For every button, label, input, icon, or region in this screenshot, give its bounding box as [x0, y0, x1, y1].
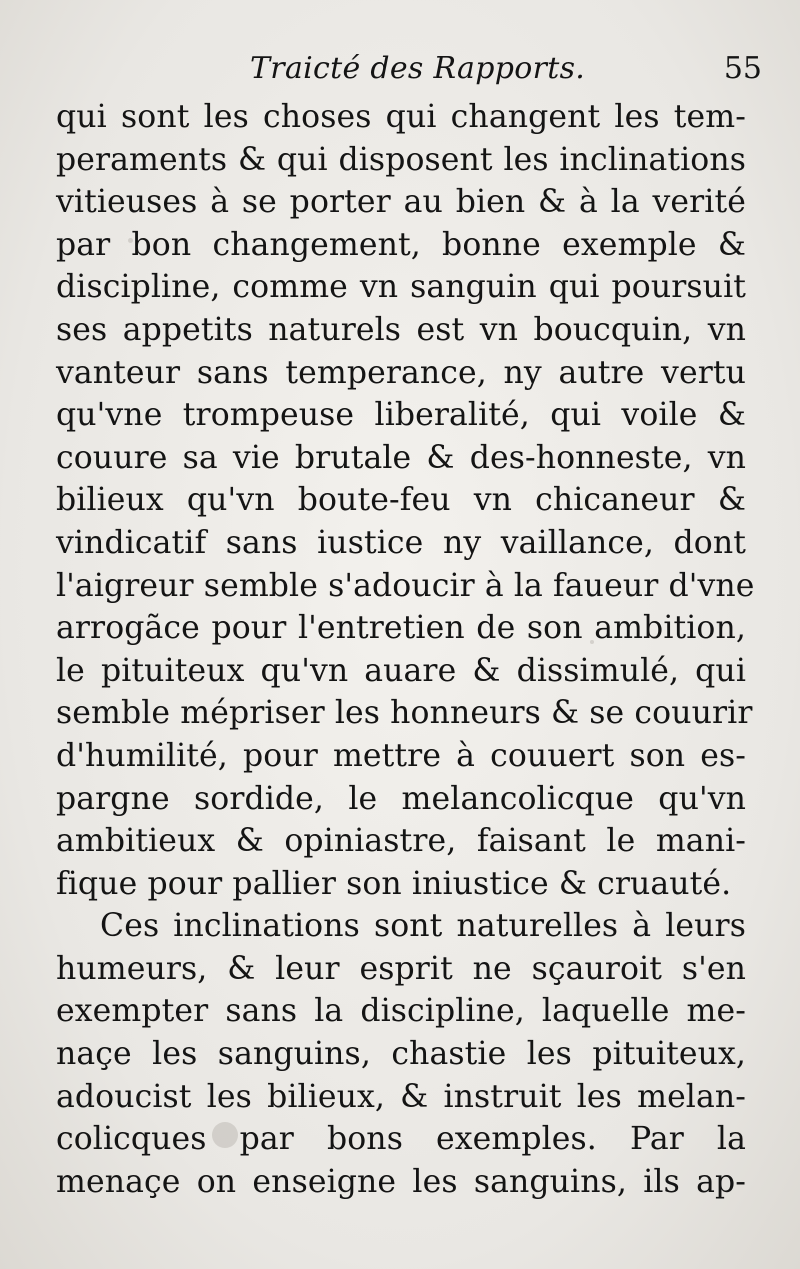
text-line: vindicatif sans iustice ny vaillance, dont: [56, 524, 746, 561]
text-line: menaçe on enseigne les sanguins, ils ap-: [56, 1163, 746, 1200]
text-line: qui sont les choses qui changent les tem-: [56, 99, 746, 135]
text-line: arrogãce pour l'entretien de son ambition,: [56, 610, 746, 647]
text-line: par bon changement, bonne exemple &: [56, 226, 746, 263]
text-line: humeurs, & leur esprit ne sçauroit s'en: [56, 950, 746, 987]
text-line: exempter sans la discipline, laquelle me-: [56, 993, 746, 1030]
body-text: [56, 96, 755, 1203]
text-line: Ces inclinations sont naturelles à leurs: [100, 908, 746, 945]
text-line: vanteur sans temperance, ny autre vertu: [56, 354, 746, 391]
text-line: vitieuses à se porter au bien & à la verité: [56, 184, 746, 221]
text-line: couure sa vie brutale & des-honneste, vn: [56, 439, 746, 476]
text-line: discipline, comme vn sanguin qui poursuit: [56, 269, 746, 306]
paragraph: [56, 96, 755, 905]
text-line: l'aigreur semble s'adoucir à la faueur d'vne: [56, 567, 755, 604]
text-line: peraments & qui disposent les inclinations: [56, 141, 746, 178]
text-line: adoucist les bilieux, & instruit les melan-: [56, 1078, 746, 1115]
text-line: fique pour pallier son iniustice & cruauté.: [56, 865, 732, 902]
text-line: qu'vne trompeuse liberalité, qui voile &: [56, 397, 746, 434]
text-line: ses appetits naturels est vn boucquin, vn: [56, 311, 746, 348]
text-line: semble mépriser les honneurs & se couurir: [56, 695, 753, 732]
running-title: Traicté des Rapports.: [250, 51, 586, 86]
page-number: 55: [723, 51, 762, 86]
text-line: naçe les sanguins, chastie les pituiteux,: [56, 1036, 746, 1073]
text-line: bilieux qu'vn boute-feu vn chicaneur &: [56, 482, 746, 519]
text-line: le pituiteux qu'vn auare & dissimulé, qui: [56, 652, 746, 689]
text-line: pargne sordide, le melancolicque qu'vn: [56, 780, 746, 817]
text-line: colicques par bons exemples. Par la: [56, 1121, 746, 1158]
page-header: [0, 46, 800, 92]
text-line: d'humilité, pour mettre à couuert son es-: [56, 737, 746, 774]
paragraph: [56, 905, 746, 1203]
text-line: ambitieux & opiniastre, faisant le mani-: [56, 823, 746, 860]
